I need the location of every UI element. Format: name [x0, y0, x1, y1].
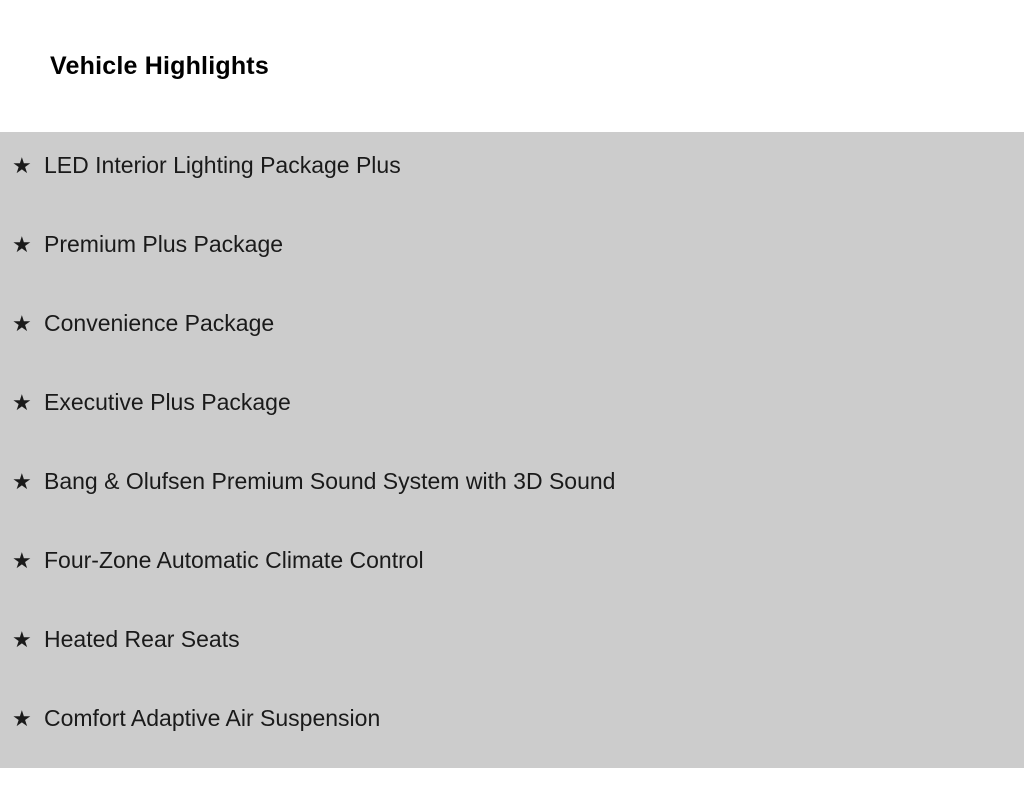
list-item-label: Bang & Olufsen Premium Sound System with 3D Sound — [44, 468, 616, 494]
star-icon: ★ — [12, 153, 32, 178]
list-item-label: Four-Zone Automatic Climate Control — [44, 547, 424, 573]
list-item-label: Convenience Package — [44, 310, 275, 336]
star-icon: ★ — [12, 548, 32, 573]
list-item — [0, 549, 1024, 628]
page-title: Vehicle Highlights — [50, 51, 269, 80]
star-icon: ★ — [12, 390, 32, 415]
list-item — [0, 233, 1024, 312]
star-icon: ★ — [12, 706, 32, 731]
list-item-label: Premium Plus Package — [44, 231, 284, 257]
vehicle-highlights-list — [0, 132, 1024, 768]
page-header — [0, 0, 1024, 132]
list-item — [0, 470, 1024, 549]
list-item — [0, 312, 1024, 391]
list-item — [0, 628, 1024, 707]
star-icon: ★ — [12, 232, 32, 257]
list-item — [0, 154, 1024, 233]
star-icon: ★ — [12, 627, 32, 652]
star-icon: ★ — [12, 469, 32, 494]
list-item-label: LED Interior Lighting Package Plus — [44, 152, 401, 178]
list-item — [0, 391, 1024, 470]
list-item — [0, 707, 1024, 786]
star-icon: ★ — [12, 311, 32, 336]
list-item-label: Comfort Adaptive Air Suspension — [44, 705, 381, 731]
list-item-label: Heated Rear Seats — [44, 626, 240, 652]
list-item-label: Executive Plus Package — [44, 389, 291, 415]
